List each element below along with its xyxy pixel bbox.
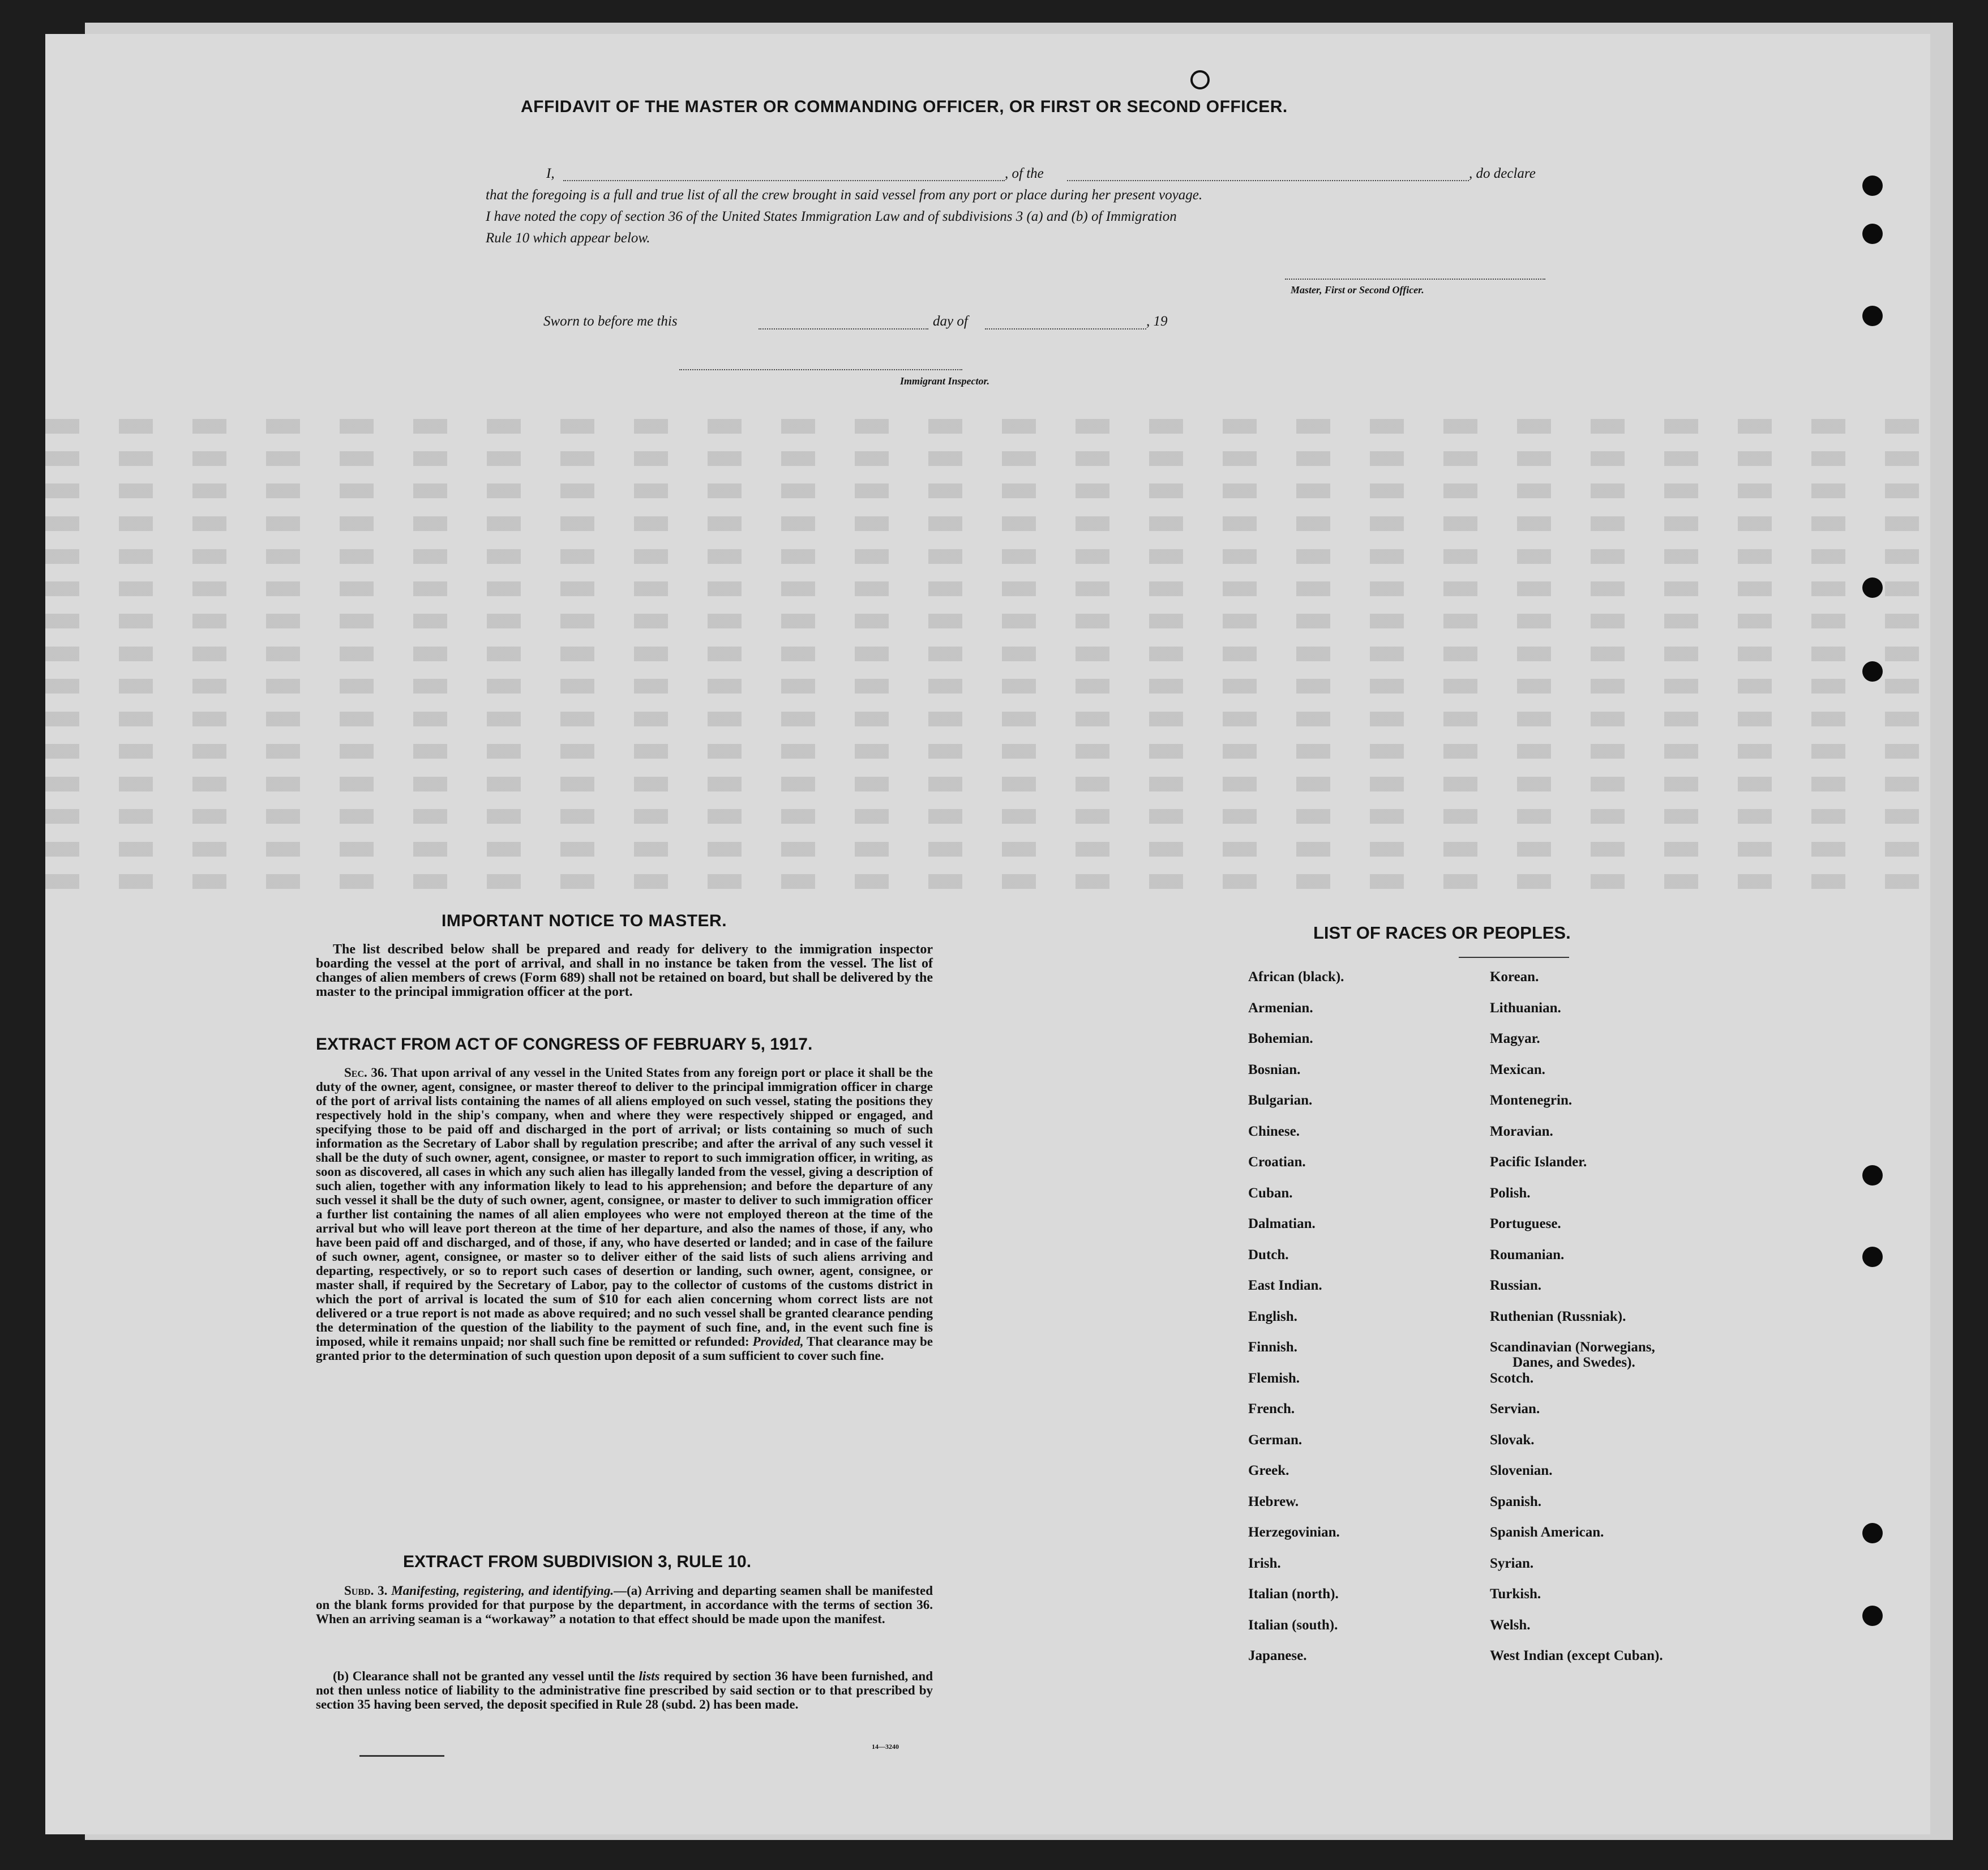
form-number: 14—3240 bbox=[872, 1743, 899, 1751]
punch-hole bbox=[1862, 176, 1883, 196]
race-item: Bulgarian. bbox=[1248, 1093, 1313, 1108]
race-item: Polish. bbox=[1490, 1185, 1531, 1201]
notice-title: IMPORTANT NOTICE TO MASTER. bbox=[442, 912, 727, 930]
race-item: Bosnian. bbox=[1248, 1062, 1301, 1077]
race-item: Russian. bbox=[1490, 1278, 1542, 1293]
race-item: Chinese. bbox=[1248, 1123, 1300, 1139]
inspector-signature-caption: Immigrant Inspector. bbox=[900, 375, 990, 387]
race-item bbox=[1490, 1340, 1663, 1371]
show-through-row bbox=[45, 712, 1930, 726]
subdivision-b-text bbox=[316, 1669, 933, 1711]
subd-para-b-end: required by section 36 have been furnished, and not then unless notice of liability to the administrative fine prescribed by said section or to that prescribed by section 35 having been served, the deposit specified in Rule 28 (subd. 2) has been made. bbox=[316, 1669, 933, 1711]
affidavit-declare-label: , do declare bbox=[1469, 166, 1536, 181]
race-item: Flemish. bbox=[1248, 1370, 1300, 1386]
act-extract-title: EXTRACT FROM ACT OF CONGRESS OF FEBRUARY 5, 1917. bbox=[316, 1035, 813, 1054]
punch-hole bbox=[1862, 306, 1883, 326]
race-item: Turkish. bbox=[1490, 1586, 1541, 1602]
race-item: Greek. bbox=[1248, 1463, 1289, 1478]
rule-extract-title: EXTRACT FROM SUBDIVISION 3, RULE 10. bbox=[403, 1552, 752, 1571]
affidavit-line-2: that the foregoing is a full and true list of all the crew brought in said vessel from any port or place during her present voyage. bbox=[486, 187, 1203, 203]
show-through-row bbox=[45, 744, 1930, 759]
race-item: Ruthenian (Russniak). bbox=[1490, 1308, 1626, 1324]
race-item: Portuguese. bbox=[1490, 1216, 1561, 1231]
race-item: West Indian (except Cuban). bbox=[1490, 1648, 1663, 1663]
race-item: Spanish American. bbox=[1490, 1525, 1604, 1540]
subd-heading: Manifesting, registering, and identifying. bbox=[391, 1584, 614, 1598]
show-through-row bbox=[45, 647, 1930, 661]
races-title: LIST OF RACES OR PEOPLES. bbox=[1313, 923, 1571, 943]
race-item: Syrian. bbox=[1490, 1555, 1534, 1571]
race-item: Spanish. bbox=[1490, 1494, 1542, 1509]
affidavit-title: AFFIDAVIT OF THE MASTER OR COMMANDING OFFICER, OR FIRST OR SECOND OFFICER. bbox=[521, 97, 1288, 116]
vessel-name-line bbox=[1067, 180, 1469, 181]
race-item: Servian. bbox=[1490, 1401, 1540, 1417]
race-item: African (black). bbox=[1248, 969, 1344, 985]
race-item: Roumanian. bbox=[1490, 1247, 1565, 1263]
race-item: Korean. bbox=[1490, 969, 1539, 985]
affidavit-line-3: I have noted the copy of section 36 of the United States Immigration Law and of subdivisions 3 (a) and (b) of Immigration bbox=[486, 209, 1177, 224]
section-36-body: That upon arrival of any vessel in the United States from any foreign port or place it shall be the duty of the owner, agent, consignee, or master thereof to deliver to the principal immigration officer in charge of the port of arrival lists containing the names of all aliens employed on such vessel, stating the positions they respectively hold in the ship's company, when and where they were respectively shipped or engaged, and specifying those to be paid off and discharged in the port of arrival; or lists containing so much of such information as the Secretary of Labor shall by regulation prescribe; and after the arrival of any such vessel it shall be the duty of such owner, agent, consignee, or master to report to such immigration officer, in writing, as soon as discovered, all cases in which any such alien has illegally landed from the vessel, giving a description of such alien, together with any information likely to lead to his apprehension; and before the departure of any such vessel it shall be the duty of such owner, agent, consignee, or master to deliver to such immigration officer a further list containing the names of all alien employees who were not employed thereon at the time of the arrival but who will leave port thereon at the time of her departure, and also the names of those, if any, who have been paid off and discharged, and of those, if any, who have deserted or landed; and in case of the failure of such owner, agent, consignee, or master so to deliver either of the said lists of such aliens arriving and departing, respectively, or so to report such cases of desertion or landing, such owner, agent, consignee, or master shall, if required by the Secretary of Labor, pay to the collector of customs of the customs district in which the port of arrival is located the sum of $10 for each alien concerning whom correct lists are not delivered or a true report is not made as above required; and no such vessel shall be granted clearance pending the determination of the question of the liability to the payment of such fine, and, in the event such fine is imposed, while it remains unpaid; nor shall such fine be remitted or refunded: bbox=[316, 1065, 933, 1349]
provided-label: Provided, bbox=[752, 1334, 804, 1349]
punch-hole bbox=[1862, 1523, 1883, 1543]
subd-label: Subd. 3. bbox=[344, 1584, 388, 1598]
punch-hole bbox=[1862, 224, 1883, 244]
punch-hole bbox=[1862, 661, 1883, 682]
show-through-row bbox=[45, 842, 1930, 857]
show-through-row bbox=[45, 679, 1930, 694]
race-item: Pacific Islander. bbox=[1490, 1154, 1587, 1170]
race-item-line-2: Danes, and Swedes). bbox=[1513, 1355, 1635, 1370]
race-item: Slovak. bbox=[1490, 1432, 1535, 1448]
race-item: Lithuanian. bbox=[1490, 1000, 1561, 1016]
race-item: Japanese. bbox=[1248, 1648, 1307, 1663]
affidavit-i-label: I, bbox=[546, 166, 555, 181]
races-title-underline bbox=[1459, 957, 1569, 958]
race-item: Dalmatian. bbox=[1248, 1216, 1316, 1231]
master-signature-line bbox=[1285, 279, 1545, 280]
race-item: German. bbox=[1248, 1432, 1303, 1448]
section-36-text bbox=[316, 1065, 933, 1363]
inspector-signature-line bbox=[679, 369, 962, 370]
race-item: Herzegovinian. bbox=[1248, 1525, 1340, 1540]
section-36-ending: That clearance may be granted prior to the determination of such question upon deposit of a sum sufficient to cover such fine. bbox=[316, 1334, 933, 1363]
race-item: Armenian. bbox=[1248, 1000, 1313, 1016]
notice-body: The list described below shall be prepared and ready for delivery to the immigration inspector boarding the vessel at the port of arrival, and shall in no instance be taken from the vessel. The list of changes of alien members of crews (Form 689) shall not be retained on board, but shall be delivered by the master to the principal immigration officer at the port. bbox=[316, 942, 933, 999]
subdivision-a-text bbox=[316, 1584, 933, 1626]
show-through-row bbox=[45, 614, 1930, 628]
master-signature-caption: Master, First or Second Officer. bbox=[1291, 284, 1424, 296]
show-through-row bbox=[45, 809, 1930, 824]
race-item: English. bbox=[1248, 1308, 1297, 1324]
affidavit-line-4: Rule 10 which appear below. bbox=[486, 230, 650, 246]
show-through-row bbox=[45, 777, 1930, 791]
day-of-label: day of bbox=[933, 314, 968, 329]
sworn-day-line bbox=[759, 328, 928, 330]
punch-hole bbox=[1862, 1165, 1883, 1186]
race-item: East Indian. bbox=[1248, 1278, 1322, 1293]
document-page bbox=[45, 34, 1930, 1834]
subd-para-a: —(a) Arriving and departing seamen shall be manifested on the blank forms provided for that purpose by the department, in accordance with the terms of section 36. When an arriving seaman is a “workaway” a notation to that effect should be made upon the manifest. bbox=[316, 1584, 933, 1626]
eyelet-hole bbox=[1190, 70, 1210, 89]
race-item: Cuban. bbox=[1248, 1185, 1293, 1201]
race-item: Montenegrin. bbox=[1490, 1093, 1573, 1108]
race-item: Italian (north). bbox=[1248, 1586, 1339, 1602]
race-item: Irish. bbox=[1248, 1555, 1281, 1571]
show-through-row bbox=[45, 581, 1930, 596]
race-item: Slovenian. bbox=[1490, 1463, 1553, 1478]
punch-hole bbox=[1862, 577, 1883, 598]
punch-hole bbox=[1862, 1606, 1883, 1626]
race-item: Moravian. bbox=[1490, 1123, 1553, 1139]
pen-mark bbox=[359, 1755, 444, 1757]
race-item: Finnish. bbox=[1248, 1340, 1297, 1355]
sworn-month-line bbox=[985, 328, 1146, 330]
race-item: Bohemian. bbox=[1248, 1031, 1313, 1046]
race-item: Welsh. bbox=[1490, 1617, 1531, 1633]
races-list-right bbox=[1490, 969, 1663, 1679]
show-through-row bbox=[45, 451, 1930, 466]
show-through-row bbox=[45, 483, 1930, 498]
race-item: French. bbox=[1248, 1401, 1295, 1417]
master-name-line bbox=[563, 180, 1005, 181]
race-item: Croatian. bbox=[1248, 1154, 1306, 1170]
year-prefix-label: , 19 bbox=[1146, 314, 1168, 329]
show-through-row bbox=[45, 516, 1930, 531]
subd-para-b-lists: lists bbox=[639, 1669, 660, 1683]
punch-hole bbox=[1862, 1247, 1883, 1267]
race-item: Hebrew. bbox=[1248, 1494, 1299, 1509]
section-36-label: Sec. 36. bbox=[344, 1065, 388, 1080]
race-item: Italian (south). bbox=[1248, 1617, 1338, 1633]
race-item: Dutch. bbox=[1248, 1247, 1289, 1263]
affidavit-of-the-label: , of the bbox=[1005, 166, 1044, 181]
race-item: Magyar. bbox=[1490, 1031, 1540, 1046]
race-item: Mexican. bbox=[1490, 1062, 1545, 1077]
show-through-row bbox=[45, 874, 1930, 889]
race-item-line-1: Scandinavian (Norwegians, bbox=[1490, 1340, 1655, 1355]
subd-para-b-start: (b) Clearance shall not be granted any vessel until the bbox=[333, 1669, 635, 1683]
sworn-label: Sworn to before me this bbox=[543, 314, 678, 329]
show-through-row bbox=[45, 419, 1930, 434]
race-item: Scotch. bbox=[1490, 1370, 1534, 1386]
show-through-row bbox=[45, 549, 1930, 564]
races-list-left bbox=[1248, 969, 1344, 1679]
